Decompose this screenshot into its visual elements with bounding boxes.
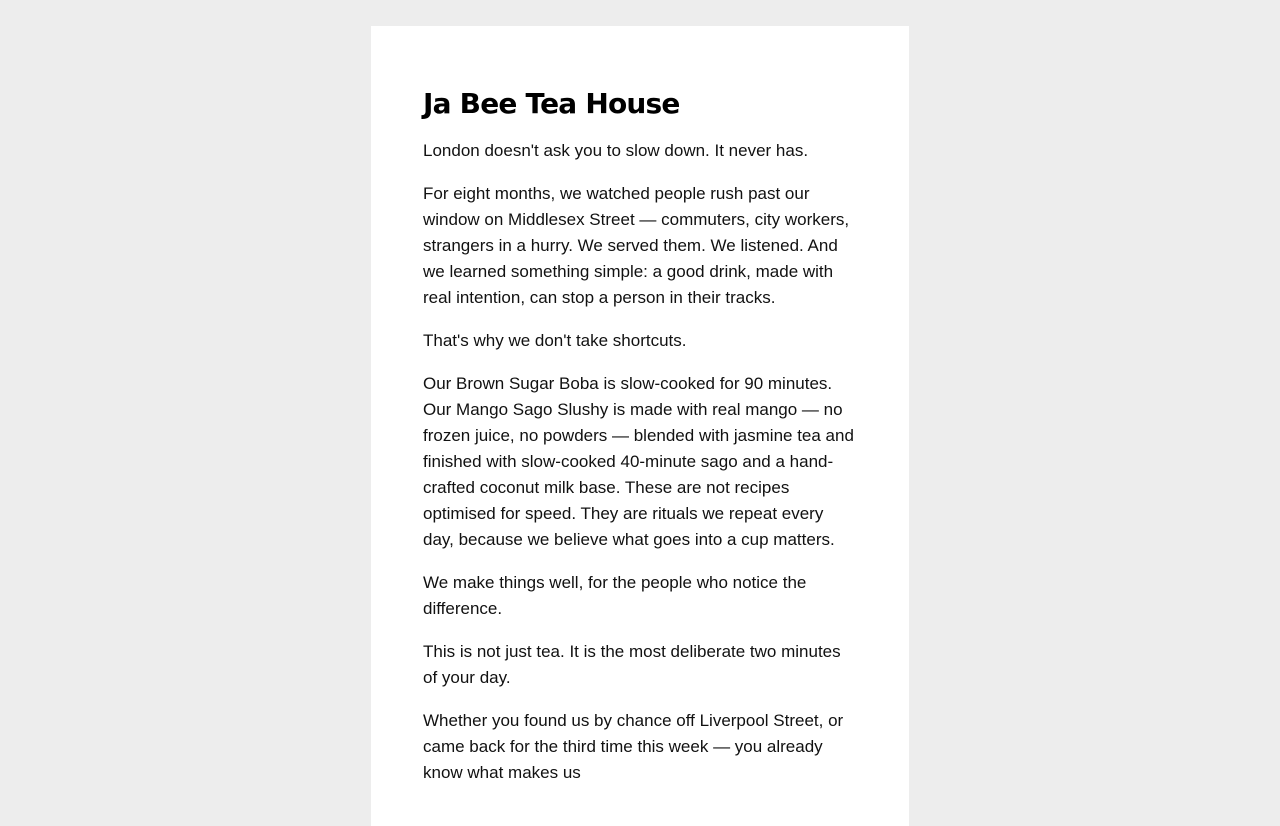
article-paragraph: That's why we don't take shortcuts.: [423, 331, 687, 350]
article-paragraph: London doesn't ask you to slow down. It never has.: [423, 141, 809, 160]
article-card: [371, 26, 909, 826]
article-paragraph: For eight months, we watched people rush past our window on Middlesex Street — commuters, city workers, strangers in a hurry. We served them. We listened. And we learned something simple: a good drink, made with real intention, can stop a person in their tracks.: [423, 184, 850, 307]
article-paragraph: Our Brown Sugar Boba is slow-cooked for 90 minutes. Our Mango Sago Slushy is made with real mango — no frozen juice, no powders — blended with jasmine tea and finished with slow-cooked 40-minute sago and a hand-crafted coconut milk base. These are not recipes optimised for speed. They are rituals we repeat every day, because we believe what goes into a cup matters.: [423, 374, 854, 549]
article-paragraph: Whether you found us by chance off Liverpool Street, or came back for the third time this week — you already know what makes us: [423, 711, 844, 782]
article-paragraph: We make things well, for the people who notice the difference.: [423, 573, 807, 618]
page-title: Ja Bee Tea House: [423, 87, 680, 120]
article-paragraph: This is not just tea. It is the most deliberate two minutes of your day.: [423, 642, 841, 687]
